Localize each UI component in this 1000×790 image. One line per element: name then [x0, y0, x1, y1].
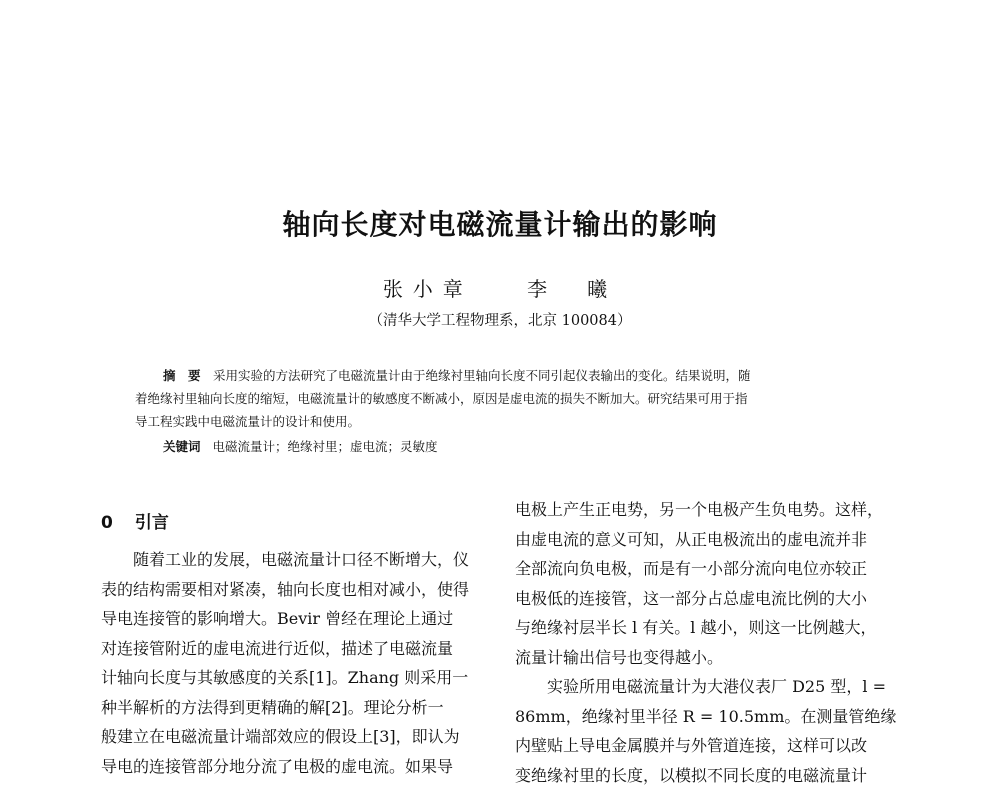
body-line: 实验所用电磁流量计为大港仪表厂 D25 型，l =	[515, 672, 900, 702]
body-line: 导电连接管的影响增大。Bevir 曾经在理论上通过	[101, 604, 486, 634]
abstract-block	[135, 364, 870, 458]
body-line: 对连接管附近的虚电流进行近似，描述了电磁流量	[101, 634, 486, 664]
author-list	[0, 273, 1000, 302]
left-column	[101, 545, 486, 781]
body-line: 表的结构需要相对紧凑，轴向长度也相对减小，使得	[101, 575, 486, 605]
body-line: 流量计输出信号也变得越小。	[515, 643, 900, 673]
body-line: 般建立在电磁流量计端部效应的假设上[3]，即认为	[101, 722, 486, 752]
body-line: 导电的连接管部分地分流了电极的虚电流。如果导	[101, 752, 486, 782]
abstract-line: 着绝缘衬里轴向长度的缩短，电磁流量计的敏感度不断减小，原因是虚电流的损失不断加大。研究结果可用于指	[135, 387, 870, 410]
keywords-label: 关键词	[135, 439, 201, 454]
body-line: 电极低的连接管，这一部分占总虚电流比例的大小	[515, 584, 900, 614]
section-number: 0	[101, 513, 113, 533]
affiliation: （清华大学工程物理系，北京 100084）	[0, 309, 1000, 330]
body-line: 全部流向负电极，而是有一小部分流向电位亦较正	[515, 554, 900, 584]
keywords-line	[135, 435, 870, 458]
body-line: 与绝缘衬层半长 l 有关。l 越小，则这一比例越大，	[515, 613, 900, 643]
section-heading	[101, 508, 169, 533]
right-column	[515, 495, 900, 790]
section-title: 引言	[135, 513, 169, 533]
body-line: 内壁贴上导电金属膜并与外管道连接，这样可以改	[515, 731, 900, 761]
paper-title: 轴向长度对电磁流量计输出的影响	[0, 203, 1000, 243]
body-line: 变绝缘衬里的长度，以模拟不同长度的电磁流量计	[515, 761, 900, 790]
body-line: 种半解析的方法得到更精确的解[2]。理论分析一	[101, 693, 486, 723]
abstract-text: 采用实验的方法研究了电磁流量计由于绝缘衬里轴向长度不同引起仪表输出的变化。结果说明，随	[213, 368, 751, 383]
body-line: 电极上产生正电势，另一个电极产生负电势。这样，	[515, 495, 900, 525]
abstract-label: 摘 要	[135, 364, 213, 387]
body-line: 计轴向长度与其敏感度的关系[1]。Zhang 则采用一	[101, 663, 486, 693]
body-line: 由虚电流的意义可知，从正电极流出的虚电流并非	[515, 525, 900, 555]
abstract-line: 导工程实践中电磁流量计的设计和使用。	[135, 410, 870, 433]
body-line: 随着工业的发展，电磁流量计口径不断增大，仪	[101, 545, 486, 575]
keywords-text: 电磁流量计；绝缘衬里；虚电流；灵敏度	[213, 439, 438, 454]
author-name: 张小章	[383, 277, 473, 301]
body-line: 86mm，绝缘衬里半径 R = 10.5mm。在测量管绝缘	[515, 702, 900, 732]
author-name: 李 曦	[527, 277, 617, 301]
abstract-line	[135, 364, 870, 387]
